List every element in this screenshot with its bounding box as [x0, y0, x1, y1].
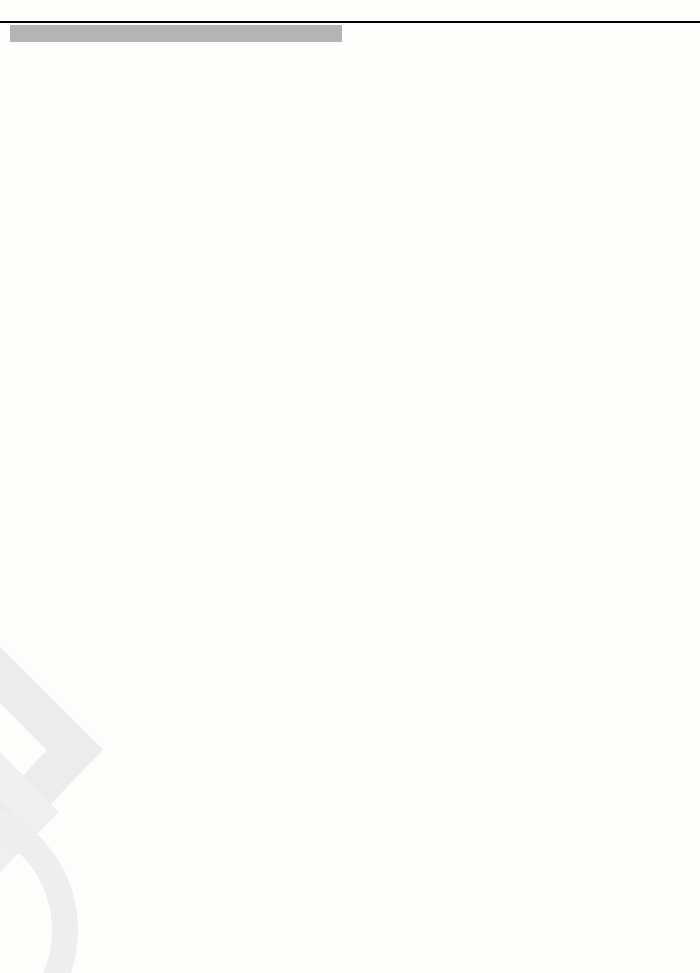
performance-curves-figure	[0, 88, 700, 538]
heading-underline	[0, 21, 700, 23]
heading-subtitle-bar	[10, 25, 342, 42]
page-watermark	[0, 600, 160, 973]
